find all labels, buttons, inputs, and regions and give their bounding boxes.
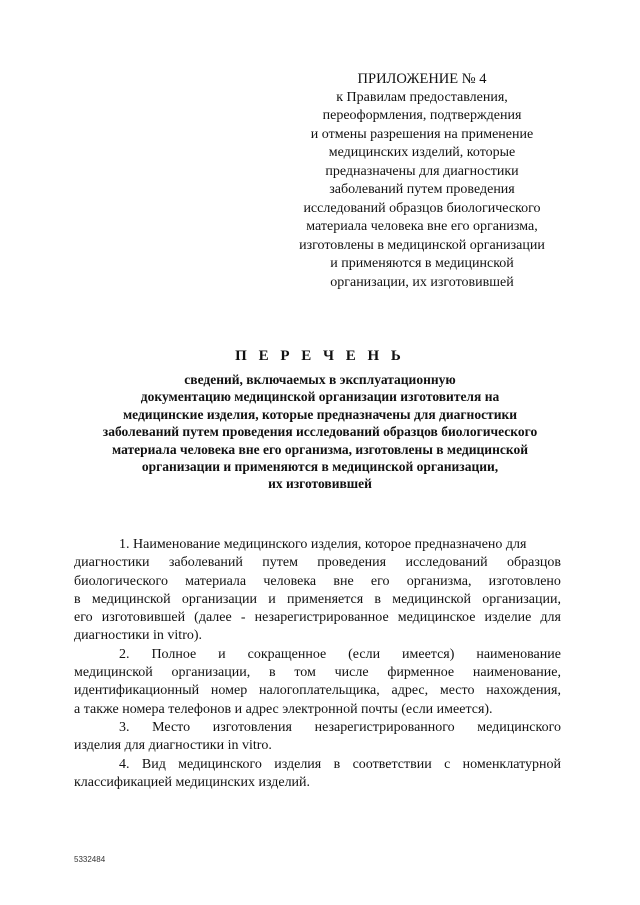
item-line: его изготовившей (далее - незарегистрированное медицинское изделие для [74,610,561,626]
item-line: идентификационный номер налогоплательщика, адрес, место нахождения, [74,683,561,699]
item-line: 4. Вид медицинского изделия в соответствии с номенклатурной [119,756,561,772]
item-line: классификацией медицинских изделий. [74,774,311,790]
appendix-line: предназначены для диагностики [325,163,519,179]
item-line: а также номера телефонов и адрес электронной почты (если имеется). [74,701,493,717]
item-line: 3. Место изготовления незарегистрированного медицинского [119,719,561,735]
appendix-line: медицинских изделий, которые [328,145,516,160]
item-line: в медицинской организации и применяется в медицинской организации, [74,591,561,607]
list-item-4 [74,756,561,793]
subtitle-line: организации и применяются в медицинской организации, [141,459,499,475]
appendix-line: исследований образцов биологического [303,200,541,216]
list-item-3 [74,719,561,756]
list-item-1 [74,536,561,646]
document-code: 5332484 [74,855,106,864]
list-body [74,536,561,792]
appendix-line: переоформления, подтверждения [322,108,522,123]
subtitle-line: документацию медицинской организации изготовителя на [140,389,500,405]
item-line: изделия для диагностики in vitro. [74,738,272,754]
document-title: П Е Р Е Ч Е Н Ь [235,348,405,364]
item-line: диагностики заболеваний путем проведения исследований образцов [74,555,561,571]
subtitle-line: заболеваний путем проведения исследований образцов биологического [102,424,538,440]
appendix-block [276,70,568,292]
appendix-line: и отмены разрешения на применение [310,126,534,142]
appendix-line: материала человека вне его организма, [306,219,538,234]
appendix-heading: ПРИЛОЖЕНИЕ № 4 [357,71,487,87]
appendix-line: и применяются в медицинской [330,256,514,271]
appendix-line: заболеваний путем проведения [329,182,515,197]
item-line: диагностики in vitro). [74,628,203,644]
subtitle-line: сведений, включаемых в эксплуатационную [184,372,456,387]
appendix-line: организации, их изготовившей [330,274,514,290]
item-line: 1. Наименование медицинского изделия, которое предназначено для [119,537,527,552]
subtitle-line: их изготовившей [268,476,372,492]
item-line: медицинской организации, в том числе фирменное наименование, [74,665,561,681]
item-line: 2. Полное и сокращенное (если имеется) наименование [119,646,561,662]
appendix-line: к Правилам предоставления, [336,89,508,105]
subtitle-line: медицинские изделия, которые предназначены для диагностики [122,406,518,422]
item-line: биологического материала человека вне его организма, изготовлено [74,573,561,589]
list-item-2 [74,646,561,719]
subtitle-line: материала человека вне его организма, изготовлены в медицинской [112,441,528,457]
appendix-line: изготовлены в медицинской организации [299,237,545,253]
document-subtitle [60,371,580,493]
